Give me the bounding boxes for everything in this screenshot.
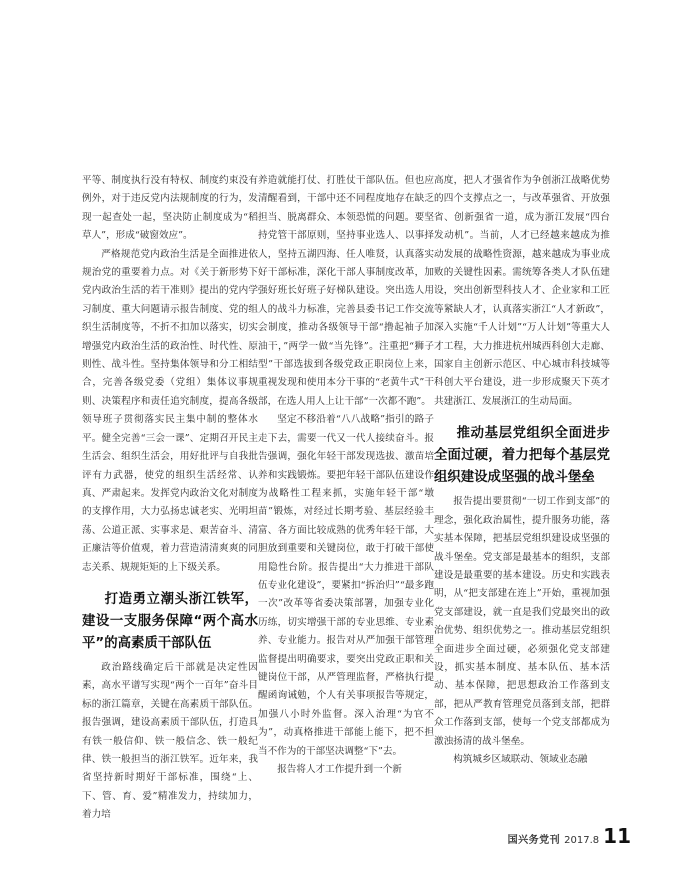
heading-indent-spacer — [434, 427, 456, 437]
magazine-name: 国兴务党刊 — [507, 835, 561, 846]
heading-indent-spacer — [82, 593, 104, 603]
paragraph: 养造就能打仗、打胜仗干部队伍。但也应清醒看到，干部中还不同程度地存在缺乏担当、脱离群众、本领恐慌的问题。要坚持党管干部原则，坚持事业选人、以事择人，坚持五湖四海、任人唯贤，认真落实好干部标准，深化干部人事制度改革，加强好班长好班子好梯队建设。突出选人用人的战斗力标准，完善县委书记工作交流会制度，推动各级领导干部“撸起袖子加油干，”两学一做“当先锋”。注重把“狮子型”干部选拔到各级党政正职岗位上来，重视发现和使用本分干事的“老黄牛式”干部，在选人用人上让干部“一次都不跑”。 — [258, 175, 434, 407]
issue-number: 2017.8 — [564, 835, 600, 846]
text-column-1 — [82, 172, 258, 825]
paragraph: 严格规范党内政治生活是全面推进依规治党的重要着力点。对《关于新形势下党内政治生活的若干准则》提出的党内学习制度、重大问题请示报告制度、党的组织生活制度等，不折不扣加以落实，切实增强党内政治生活的政治性、时代性、原则性、战斗性。坚持集体领导和分工相结合，完善各级党委（党组）集体议事规则、决策程序和责任追究制度，提高各级领导班子贯彻落实民主集中制的整体水平。健全完善“三会一课”、定期召开民主生活会、组织生活会，用好批评与自我批评有力武器，使党的组织生活经常、认真、严肃起来。发挥党内政治文化对制度的支撑作用，大力弘扬忠诚老实、光明坦荡、公道正派、实事求是、艰苦奋斗、清正廉洁等价值观，着力营造清清爽爽的同志关系、规规矩矩的上下级关系。 — [82, 248, 258, 573]
paragraph: 构筑城乡区域联动、领域业态融 — [453, 753, 588, 765]
page-footer — [508, 824, 631, 848]
text-column-3 — [434, 172, 610, 769]
paragraph: 平等、制度执行没有特权、制度约束没有例外，对于违反党内法规制度的行为，发现一起查处一起，坚决防止制度成为“稻草人”，形成“破窗效应”。 — [82, 175, 258, 242]
paragraph: 高度，把人才强省作为争创浙江战略优势的四个支撑点之一，与改革强省、开放强省、创新强省一道，成为浙江发展“四台发动机”。当前，人才已经越来越成为推动发展的战略性资源，越来越成为事业成败的关键性因素。需统筹各类人才队伍建设，突出创新型科技人才、企业家和工匠等紧缺人才，认真落实浙江“人才新政”，深入实施“千人计划”“万人计划”等重大人才工程，大力推进杭州城西科创大走廊、国家自主创新示范区、中心城市科技城等科创大平台建设，进一步形成聚天下英才共建浙江、发展浙江的生动局面。 — [434, 175, 610, 407]
section-heading-2 — [434, 423, 610, 489]
page-number: 11 — [603, 824, 631, 848]
paragraph: 坚定不移沿着“八八战略”指引的路子走下去，需要一代又一代人接续奋斗。报告强调，强化年轻干部发现选拔、激苗培养和实践锻炼。要把年轻干部队伍建设作为战略性工程来抓，实施年轻干部“墩苗”锻炼，对经过长期考验、基层经验丰富、各方面比较成熟的优秀年轻干部，大胆放到重要和关键岗位，敢于打破干部使用隐性台阶。报告提出“大力推进干部队伍专业化建设”，要紧扣“拆治归”“最多跑一次”改革等省委决策部署，加强专业化历练，切实增强干部的专业思维、专业素养、专业能力。报告对从严加强干部管理监督提出明确要求，要突出党政正职和关键岗位干部，从严管理监督，严格执行提醒函询诫勉，个人有关事项报告等规定，加强八小时外监督。深入治理“为官不为”，动真格推进干部能上能下，把不担当不作为的干部坚决调整“下”去。 — [258, 414, 434, 757]
section-heading-text: 推动基层党组织全面进步全面过硬，着力把每个基层党组织建设成坚强的战斗堡垒 — [434, 426, 610, 486]
paragraph: 政治路线确定后干部就是决定性因素，高水平谱写实现“两个一百年”奋斗目标的浙江篇章，关键在高素质干部队伍。报告强调，建设高素质干部队伍，打造具有铁一般信仰、铁一般信念、铁一般纪律、铁一般担当的浙江铁军。近年来，我省坚持新时期好干部标准，围绕“上、下、管、育、爱”精准发力，持续加力，着力培 — [82, 661, 258, 821]
text-column-2 — [258, 172, 434, 779]
section-heading-1 — [82, 589, 258, 655]
paragraph: 报告将人才工作提升到一个新 — [277, 764, 402, 775]
paragraph: 报告提出要贯彻“一切工作到支部”的理念，强化政治属性，提升服务功能，落实基本保障，把基层党组织建设成坚强的战斗堡垒。党支部是最基本的组织，支部建设是最重要的基本建设。历史和实践表明，从“把支部建在连上”开始，重视加强党支部建设，就一直是我们党最突出的政治优势、组织优势之一。推动基层党组织全面进步全面过硬，必须强化党支部建设，抓实基本制度、基本队伍、基本活动、基本保障，把思想政治工作落到支部，把从严教育管理党员落到支部，把群众工作落到支部，使每一个党支部都成为激浊扬清的战斗堡垒。 — [434, 496, 610, 747]
section-heading-text: 打造勇立潮头浙江铁军，建设一支服务保障“两个高水平”的高素质干部队伍 — [82, 591, 258, 651]
